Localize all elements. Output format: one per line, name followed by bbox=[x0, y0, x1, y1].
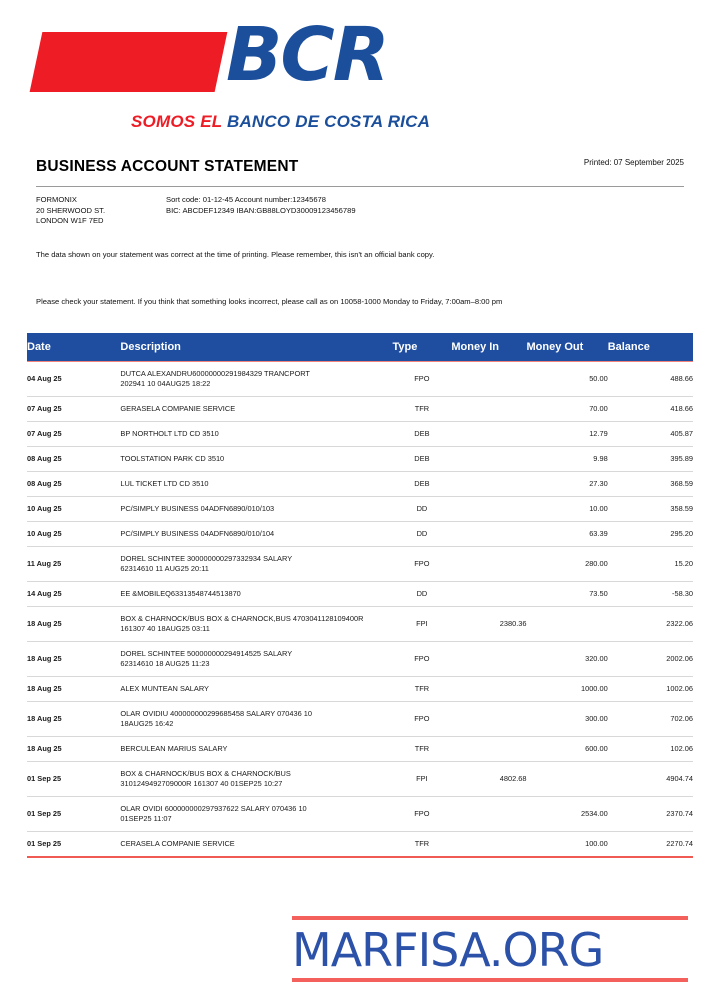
cell-money-out: 300.00 bbox=[526, 702, 607, 737]
cell-type: FPO bbox=[392, 547, 451, 582]
cell-type: DD bbox=[392, 522, 451, 547]
bcr-logo bbox=[36, 12, 436, 144]
contact-notice: Please check your statement. If you think that something looks incorrect, please call as on 10058-1000 Monday to Friday, 7:00am–8:00 pm bbox=[36, 297, 503, 306]
cell-balance: 295.20 bbox=[608, 522, 693, 547]
cell-description bbox=[120, 737, 392, 762]
column-header-balance[interactable]: Balance bbox=[608, 333, 693, 362]
description-line-2: 161307 40 18AUG25 03:11 bbox=[120, 624, 210, 633]
description-line-1: LUL TICKET LTD CD 3510 bbox=[120, 479, 209, 488]
description-line-2: 62314610 11 AUG25 20:11 bbox=[120, 564, 209, 573]
cell-description bbox=[120, 397, 392, 422]
cell-money-out: 280.00 bbox=[526, 547, 607, 582]
table-head bbox=[27, 333, 693, 362]
cell-money-in bbox=[451, 677, 526, 702]
transactions-table-wrapper bbox=[27, 333, 693, 856]
table-row[interactable] bbox=[27, 607, 693, 642]
cell-description bbox=[120, 422, 392, 447]
cell-date: 11 Aug 25 bbox=[27, 547, 120, 582]
cell-money-in bbox=[451, 582, 526, 607]
account-identifiers bbox=[166, 195, 586, 227]
cell-description bbox=[120, 547, 392, 582]
cell-type: FPO bbox=[392, 702, 451, 737]
table-bottom-divider bbox=[27, 856, 693, 858]
table-row[interactable] bbox=[27, 797, 693, 832]
description-line-1: PC/SIMPLY BUSINESS 04ADFN6890/010/104 bbox=[120, 529, 275, 538]
cell-money-out bbox=[526, 607, 607, 642]
column-header-date[interactable]: Date bbox=[27, 333, 120, 362]
table-row[interactable] bbox=[27, 547, 693, 582]
title-row bbox=[36, 158, 684, 184]
description-line-2: 01SEP25 11:07 bbox=[120, 814, 172, 823]
cell-money-in bbox=[451, 642, 526, 677]
cell-date: 18 Aug 25 bbox=[27, 607, 120, 642]
cell-balance: 2370.74 bbox=[608, 797, 693, 832]
cell-money-in bbox=[451, 737, 526, 762]
table-row[interactable] bbox=[27, 422, 693, 447]
cell-date: 14 Aug 25 bbox=[27, 582, 120, 607]
cell-money-in bbox=[451, 447, 526, 472]
table-row[interactable] bbox=[27, 522, 693, 547]
cell-money-out: 600.00 bbox=[526, 737, 607, 762]
description-line-2: 62314610 18 AUG25 11:23 bbox=[120, 659, 210, 668]
cell-date: 04 Aug 25 bbox=[27, 362, 120, 397]
cell-balance: 488.66 bbox=[608, 362, 693, 397]
cell-money-in bbox=[451, 397, 526, 422]
table-row[interactable] bbox=[27, 447, 693, 472]
column-header-type[interactable]: Type bbox=[392, 333, 451, 362]
cell-money-out bbox=[526, 762, 607, 797]
cell-type: FPI bbox=[392, 762, 451, 797]
cell-date: 01 Sep 25 bbox=[27, 839, 62, 848]
column-header-description[interactable]: Description bbox=[120, 333, 392, 362]
description-line-1: BP NORTHOLT LTD CD 3510 bbox=[120, 429, 219, 438]
cell-money-in bbox=[451, 422, 526, 447]
cell-description bbox=[120, 642, 392, 677]
description-line-1: BERCULEAN MARIUS SALARY bbox=[120, 744, 228, 753]
cell-money-out: 73.50 bbox=[526, 582, 607, 607]
cell-type: TFR bbox=[392, 737, 451, 762]
cell-type: FPO bbox=[392, 797, 451, 832]
cell-date: 10 Aug 25 bbox=[27, 522, 120, 547]
cell-money-out: 10.00 bbox=[526, 497, 607, 522]
table-row[interactable] bbox=[27, 362, 693, 397]
table-row[interactable] bbox=[27, 762, 693, 797]
cell-date: 18 Aug 25 bbox=[27, 642, 120, 677]
cell-money-in: 2380.36 bbox=[451, 607, 526, 642]
description-line-1: ALEX MUNTEAN SALARY bbox=[120, 684, 209, 693]
cell-type: TFR bbox=[392, 397, 451, 422]
cell-description bbox=[120, 607, 392, 642]
cell-description bbox=[120, 582, 392, 607]
cell-date: 01 Sep 25 bbox=[27, 762, 120, 797]
cell-money-in bbox=[451, 702, 526, 737]
table-body bbox=[27, 362, 693, 857]
sort-code-and-account-number: Sort code: 01-12-45 Account number:12345678 bbox=[166, 195, 327, 204]
cell-balance: 2002.06 bbox=[608, 642, 693, 677]
description-line-1: DOREL SCHINTEE 500000000294914525 SALARY bbox=[120, 649, 293, 658]
cell-date: 08 Aug 25 bbox=[27, 447, 120, 472]
cell-balance: 15.20 bbox=[608, 547, 693, 582]
description-line-1: GERASELA COMPANIE SERVICE bbox=[120, 404, 236, 413]
watermark-rule-bottom bbox=[292, 978, 688, 982]
cell-money-out: 2534.00 bbox=[526, 797, 607, 832]
cell-money-out: 70.00 bbox=[526, 397, 607, 422]
cell-money-out: 1000.00 bbox=[526, 677, 607, 702]
cell-description bbox=[120, 702, 392, 737]
cell-type: DEB bbox=[392, 472, 451, 497]
cell-money-in bbox=[451, 362, 526, 397]
cell-money-in bbox=[451, 832, 526, 857]
description-line-2: 3101249492709000R 161307 40 01SEP25 10:27 bbox=[120, 779, 283, 788]
cell-balance: 4904.74 bbox=[608, 762, 693, 797]
account-holder-address-line2: LONDON W1F 7ED bbox=[36, 216, 104, 225]
cell-balance: 368.59 bbox=[608, 472, 693, 497]
bic-and-iban: BIC: ABCDEF12349 IBAN:GB88LOYD30009123456789 bbox=[166, 205, 356, 215]
cell-description bbox=[120, 797, 392, 832]
cell-type: DD bbox=[392, 497, 451, 522]
cell-balance: 395.89 bbox=[608, 447, 693, 472]
transactions-table bbox=[27, 333, 693, 856]
description-line-1: OLAR OVIDIU 400000000299685458 SALARY 070436 10 bbox=[120, 709, 313, 718]
account-holder-address bbox=[36, 195, 166, 227]
cell-balance: 418.66 bbox=[608, 397, 693, 422]
cell-money-out: 320.00 bbox=[526, 642, 607, 677]
cell-balance: 702.06 bbox=[608, 702, 693, 737]
description-line-1: DUTCA ALEXANDRU60000000291984329 TRANCPORT bbox=[120, 369, 310, 378]
cell-money-in bbox=[451, 497, 526, 522]
cell-description bbox=[120, 832, 392, 857]
cell-description bbox=[120, 362, 392, 397]
logo-mark-row bbox=[36, 12, 436, 102]
description-line-1: CERASELA COMPANIE SERVICE bbox=[120, 839, 235, 848]
account-holder-address-line1: 20 SHERWOOD ST. bbox=[36, 205, 106, 215]
cell-balance: 2270.74 bbox=[666, 839, 693, 848]
cell-balance: 1002.06 bbox=[608, 677, 693, 702]
column-header-money-in[interactable]: Money In bbox=[451, 333, 526, 362]
cell-type: FPI bbox=[392, 607, 451, 642]
logo-tagline bbox=[131, 112, 430, 132]
column-header-money-out[interactable]: Money Out bbox=[526, 333, 607, 362]
watermark bbox=[292, 916, 692, 986]
cell-balance: 405.87 bbox=[608, 422, 693, 447]
cell-description bbox=[120, 497, 392, 522]
cell-date: 08 Aug 25 bbox=[27, 472, 120, 497]
cell-money-out: 9.98 bbox=[526, 447, 607, 472]
cell-type: DD bbox=[392, 582, 451, 607]
cell-description bbox=[120, 522, 392, 547]
cell-balance: -58.30 bbox=[608, 582, 693, 607]
cell-money-out: 100.00 bbox=[585, 839, 608, 848]
cell-type: FPO bbox=[392, 642, 451, 677]
cell-date: 18 Aug 25 bbox=[27, 702, 120, 737]
description-line-1: EE &MOBILEQ63313548744513870 bbox=[120, 589, 241, 598]
description-line-1: BOX & CHARNOCK/BUS BOX & CHARNOCK,BUS 4703041128109400R bbox=[120, 614, 364, 623]
watermark-rule-top bbox=[292, 916, 688, 920]
cell-description bbox=[120, 677, 392, 702]
table-header-row bbox=[27, 333, 693, 362]
cell-money-in bbox=[451, 522, 526, 547]
page-title: BUSINESS ACCOUNT STATEMENT bbox=[36, 158, 299, 175]
description-line-1: OLAR OVIDI 600000000297937622 SALARY 070436 10 bbox=[120, 804, 307, 813]
logo-tagline-banco: BANCO DE COSTA RICA bbox=[226, 112, 431, 131]
cell-date: 07 Aug 25 bbox=[27, 397, 120, 422]
cell-type: FPO bbox=[392, 362, 451, 397]
cell-money-in bbox=[451, 547, 526, 582]
cell-type: DEB bbox=[392, 447, 451, 472]
cell-money-out: 50.00 bbox=[526, 362, 607, 397]
cell-money-in: 4802.68 bbox=[451, 762, 526, 797]
title-divider bbox=[36, 186, 684, 187]
cell-balance: 2322.06 bbox=[608, 607, 693, 642]
cell-date: 07 Aug 25 bbox=[27, 422, 120, 447]
cell-money-out: 27.30 bbox=[526, 472, 607, 497]
account-info-block bbox=[36, 195, 684, 227]
description-line-1: PC/SIMPLY BUSINESS 04ADFN6890/010/103 bbox=[120, 504, 275, 513]
logo-tagline-somos: SOMOS EL bbox=[131, 112, 223, 131]
description-line-2: 18AUG25 16:42 bbox=[120, 719, 174, 728]
description-line-1: TOOLSTATION PARK CD 3510 bbox=[120, 454, 225, 463]
cell-money-in bbox=[451, 797, 526, 832]
cell-date: 18 Aug 25 bbox=[27, 677, 120, 702]
cell-description bbox=[120, 447, 392, 472]
logo-wordmark: BCR bbox=[226, 12, 388, 98]
cell-date: 01 Sep 25 bbox=[27, 797, 120, 832]
cell-description bbox=[120, 472, 392, 497]
table-row[interactable] bbox=[27, 397, 693, 422]
printed-date: Printed: 07 September 2025 bbox=[583, 158, 684, 167]
cell-type: DEB bbox=[392, 422, 451, 447]
table-row[interactable] bbox=[27, 737, 693, 762]
table-row[interactable] bbox=[27, 677, 693, 702]
description-line-1: DOREL SCHINTEE 300000000297332934 SALARY bbox=[120, 554, 293, 563]
description-line-2: 202941 10 04AUG25 18:22 bbox=[120, 379, 211, 388]
cell-money-in bbox=[451, 472, 526, 497]
cell-balance: 358.59 bbox=[608, 497, 693, 522]
table-row[interactable] bbox=[27, 702, 693, 737]
logo-red-bar-icon bbox=[30, 32, 228, 92]
table-row[interactable] bbox=[27, 642, 693, 677]
cell-money-out: 12.79 bbox=[526, 422, 607, 447]
table-row[interactable] bbox=[27, 497, 693, 522]
account-holder-name: FORMONIX bbox=[36, 195, 77, 204]
table-row[interactable] bbox=[27, 582, 693, 607]
cell-description bbox=[120, 762, 392, 797]
cell-type: TFR bbox=[414, 839, 430, 848]
print-accuracy-notice: The data shown on your statement was correct at the time of printing. Please remember, this isn't an official bank copy. bbox=[36, 250, 435, 259]
cell-date: 10 Aug 25 bbox=[27, 497, 120, 522]
description-line-1: BOX & CHARNOCK/BUS BOX & CHARNOCK/BUS bbox=[120, 769, 291, 778]
table-row[interactable] bbox=[27, 832, 693, 857]
table-row[interactable] bbox=[27, 472, 693, 497]
cell-balance: 102.06 bbox=[608, 737, 693, 762]
cell-date: 18 Aug 25 bbox=[27, 737, 120, 762]
cell-type: TFR bbox=[392, 677, 451, 702]
watermark-text: MARFISA.ORG bbox=[292, 923, 604, 977]
cell-money-out: 63.39 bbox=[526, 522, 607, 547]
